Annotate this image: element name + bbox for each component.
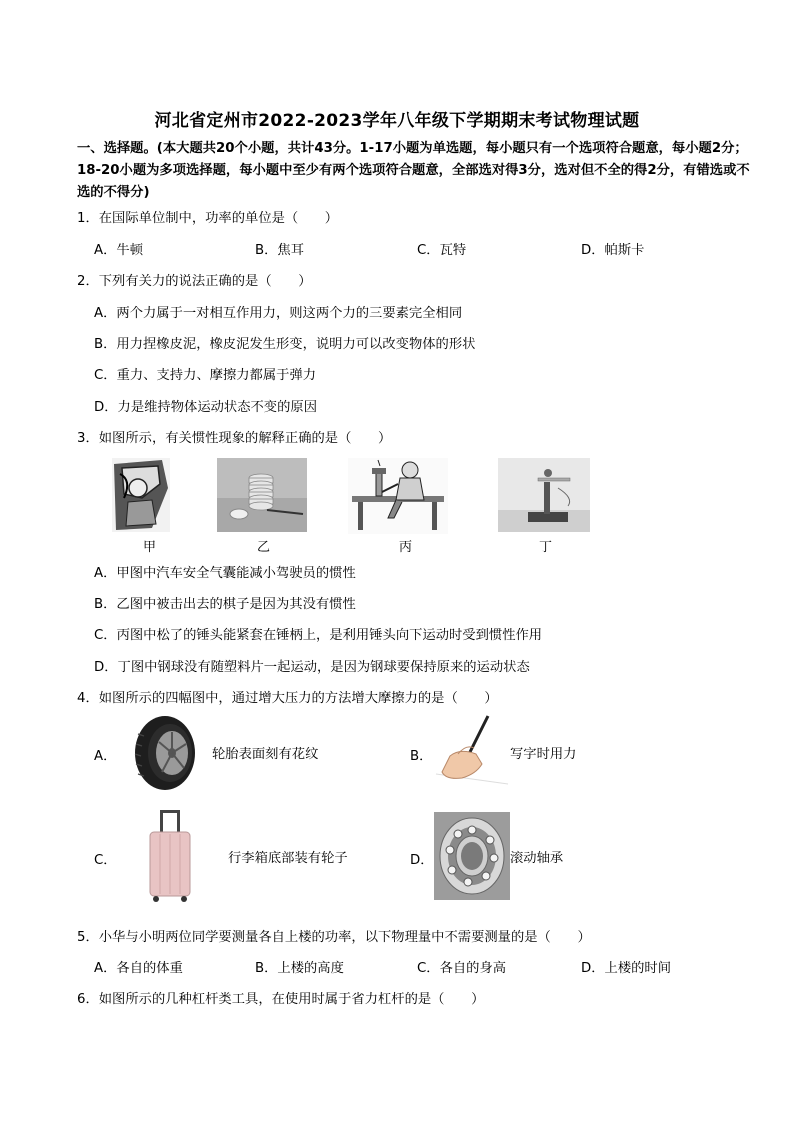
- figure-yi-chess-stack: [217, 458, 307, 532]
- q5-option-d: D．上楼的时间: [581, 961, 672, 976]
- question-6-stem: 6．如图所示的几种杠杆类工具，在使用时属于省力杠杆的是（ ）: [77, 992, 485, 1007]
- figure-jia-airbag: [112, 458, 170, 532]
- question-3-stem: 3．如图所示，有关惯性现象的解释正确的是（ ）: [77, 431, 392, 446]
- figure-label-ding: 丁: [539, 540, 553, 555]
- section-heading: 一、选择题。(本大题共20个小题，共计43分。1-17小题为单选题，每小题只有一个选项符合题意，每小题2分；18-20小题为多项选择题，每小题中至少有两个选项符合题意，全部选对得3分，选对但不全的得2分，有错选或不选的不得分): [77, 141, 750, 200]
- q1-option-a: A．牛顿: [94, 243, 143, 258]
- figure-label-jia: 甲: [143, 540, 157, 555]
- q4-option-c-letter: C．: [94, 853, 117, 868]
- q2-option-c: C．重力、支持力、摩擦力都属于弹力: [94, 368, 317, 383]
- q4-option-b-letter: B．: [410, 749, 433, 764]
- q4-option-b-caption: 写字时用力: [510, 747, 577, 762]
- question-5-stem: 5．小华与小明两位同学要测量各自上楼的功率，以下物理量中不需要测量的是（ ）: [77, 930, 591, 945]
- q5-option-a: A．各自的体重: [94, 961, 183, 976]
- q2-option-a: A．两个力属于一对相互作用力，则这两个力的三要素完全相同: [94, 306, 463, 321]
- q3-option-d: D．丁图中钢球没有随塑料片一起运动，是因为钢球要保持原来的运动状态: [94, 660, 530, 675]
- page-title: 河北省定州市2022-2023学年八年级下学期期末考试物理试题: [154, 111, 640, 131]
- question-1-stem: 1．在国际单位制中，功率的单位是（ ）: [77, 211, 339, 226]
- q1-option-d: D．帕斯卡: [581, 243, 645, 258]
- q2-option-d: D．力是维持物体运动状态不变的原因: [94, 400, 317, 415]
- q2-option-b: B．用力捏橡皮泥，橡皮泥发生形变，说明力可以改变物体的形状: [94, 337, 476, 352]
- figure-label-yi: 乙: [257, 540, 271, 555]
- q4-option-a-letter: A．: [94, 749, 117, 764]
- suitcase-image: [146, 808, 194, 904]
- q1-option-c: C．瓦特: [417, 243, 467, 258]
- writing-hand-image: [432, 714, 510, 790]
- question-2-stem: 2．下列有关力的说法正确的是（ ）: [77, 274, 312, 289]
- q3-option-c: C．丙图中松了的锤头能紧套在锤柄上，是利用锤头向下运动时受到惯性作用: [94, 628, 543, 643]
- q4-option-d-letter: D．: [410, 853, 434, 868]
- q5-option-c: C．各自的身高: [417, 961, 507, 976]
- q1-option-b: B．焦耳: [255, 243, 305, 258]
- q3-option-a: A．甲图中汽车安全气囊能减小驾驶员的惯性: [94, 566, 356, 581]
- tire-image: [132, 714, 198, 792]
- q4-option-d-caption: 滚动轴承: [510, 851, 564, 866]
- figure-bing-hammer: [348, 458, 448, 534]
- bearing-image: [434, 812, 510, 900]
- figure-ding-steel-ball: [498, 458, 590, 532]
- q3-option-b: B．乙图中被击出去的棋子是因为其没有惯性: [94, 597, 356, 612]
- q4-option-a-caption: 轮胎表面刻有花纹: [212, 747, 319, 762]
- question-4-stem: 4．如图所示的四幅图中，通过增大压力的方法增大摩擦力的是（ ）: [77, 691, 498, 706]
- figure-label-bing: 丙: [399, 540, 413, 555]
- q5-option-b: B．上楼的高度: [255, 961, 344, 976]
- q4-option-c-caption: 行李箱底部装有轮子: [228, 851, 348, 866]
